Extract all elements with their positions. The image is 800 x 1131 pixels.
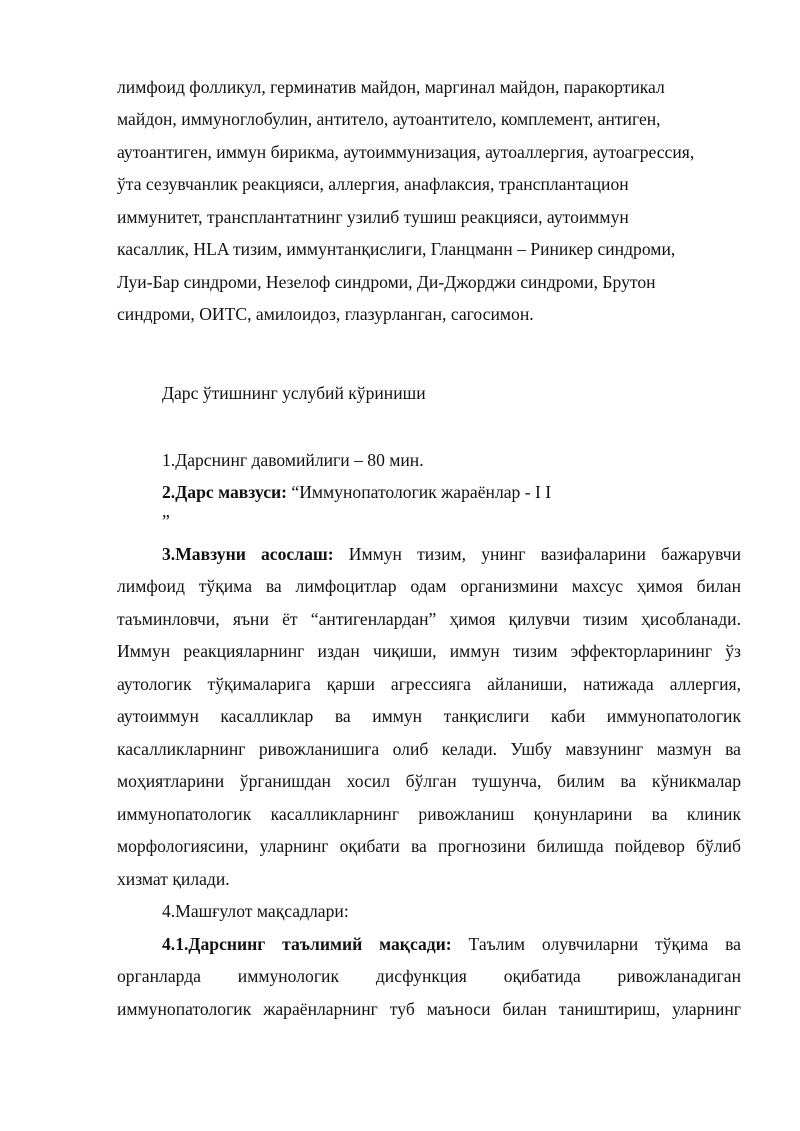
lesson-topic-cont: ” — [162, 511, 170, 531]
educational-goal-line: органларда иммунологик дисфункция оқибатида ривожланадиган — [117, 966, 741, 986]
lesson-topic — [162, 481, 551, 503]
rationale-line: морфологиясини, уларнинг оқибати ва прогнозини билишда пойдевор бўлиб — [117, 836, 741, 856]
intro-line: Луи-Бар синдроми, Незелоф синдроми, Ди-Джорджи синдроми, Брутон — [117, 272, 656, 292]
intro-line: лимфоид фолликул, герминатив майдон, маргинал майдон, паракортикал — [117, 77, 665, 97]
rationale-label: 3.Мавзуни асослаш: — [162, 544, 334, 564]
intro-line: майдон, иммуноглобулин, антитело, аутоантитело, комплемент, антиген, — [117, 109, 661, 129]
lesson-goals-heading: 4.Машғулот мақсадлари: — [162, 901, 349, 921]
rationale-text: Иммун тизим, унинг вазифаларини бажарувчи — [333, 544, 741, 564]
lesson-duration: 1.Дарснинг давомийлиги – 80 мин. — [162, 450, 424, 470]
rationale-line: аутоиммун касалликлар ва иммун танқислиги каби иммунопатологик — [117, 706, 741, 726]
rationale-line: аутологик тўқималарига қарши агрессияга айланиши, натижада аллергия, — [117, 674, 741, 694]
rationale-line: Иммун реакцияларнинг издан чиқиши, иммун тизим эффекторларининг ўз — [117, 641, 741, 661]
rationale-last-line: хизмат қилади. — [117, 869, 230, 889]
educational-goal-label: 4.1.Дарснинг таълимий мақсади: — [162, 934, 452, 954]
intro-line: иммунитет, трансплантатнинг узилиб тушиш реакцияси, аутоиммун — [117, 207, 629, 227]
lesson-topic-label: 2.Дарс мавзуси: — [162, 482, 288, 502]
educational-goal-line: иммунопатологик жараёнларнинг туб маъноси билан таништириш, уларнинг — [117, 999, 741, 1019]
educational-goal-text: Таълим олувчиларни тўқима ва — [451, 934, 741, 954]
intro-line: касаллик, HLA тизим, иммунтанқислиги, Гланцманн – Риникер синдроми, — [117, 239, 676, 259]
intro-line: синдроми, ОИТС, амилоидоз, глазурланган, сагосимон. — [117, 304, 534, 324]
rationale-line: моҳиятларини ўрганишдан хосил бўлган тушунча, билим ва кўникмалар — [117, 771, 741, 791]
intro-line: ўта сезувчанлик реакцияси, аллергия, анафлаксия, трансплантацион — [117, 174, 629, 194]
rationale-line: иммунопатологик касалликларнинг ривожланиш қонунларини ва клиник — [117, 804, 741, 824]
rationale-line: таъминловчи, яъни ёт “антигенлардан” ҳимоя қилувчи тизим ҳисобланади. — [117, 609, 741, 629]
rationale-line: касалликларнинг ривожланишига олиб келади. Ушбу мавзунинг мазмун ва — [117, 739, 741, 759]
rationale-first-line — [162, 543, 741, 565]
educational-goal-first-line — [162, 933, 741, 955]
intro-line: аутоантиген, иммун бирикма, аутоиммунизация, аутоаллергия, аутоагрессия, — [117, 142, 695, 162]
lesson-topic-text: “Иммунопатологик жараёнлар - I I — [287, 482, 552, 502]
section-title: Дарс ўтишнинг услубий кўриниши — [162, 383, 426, 403]
rationale-line: лимфоид тўқима ва лимфоцитлар одам организмини махсус ҳимоя билан — [117, 576, 741, 596]
